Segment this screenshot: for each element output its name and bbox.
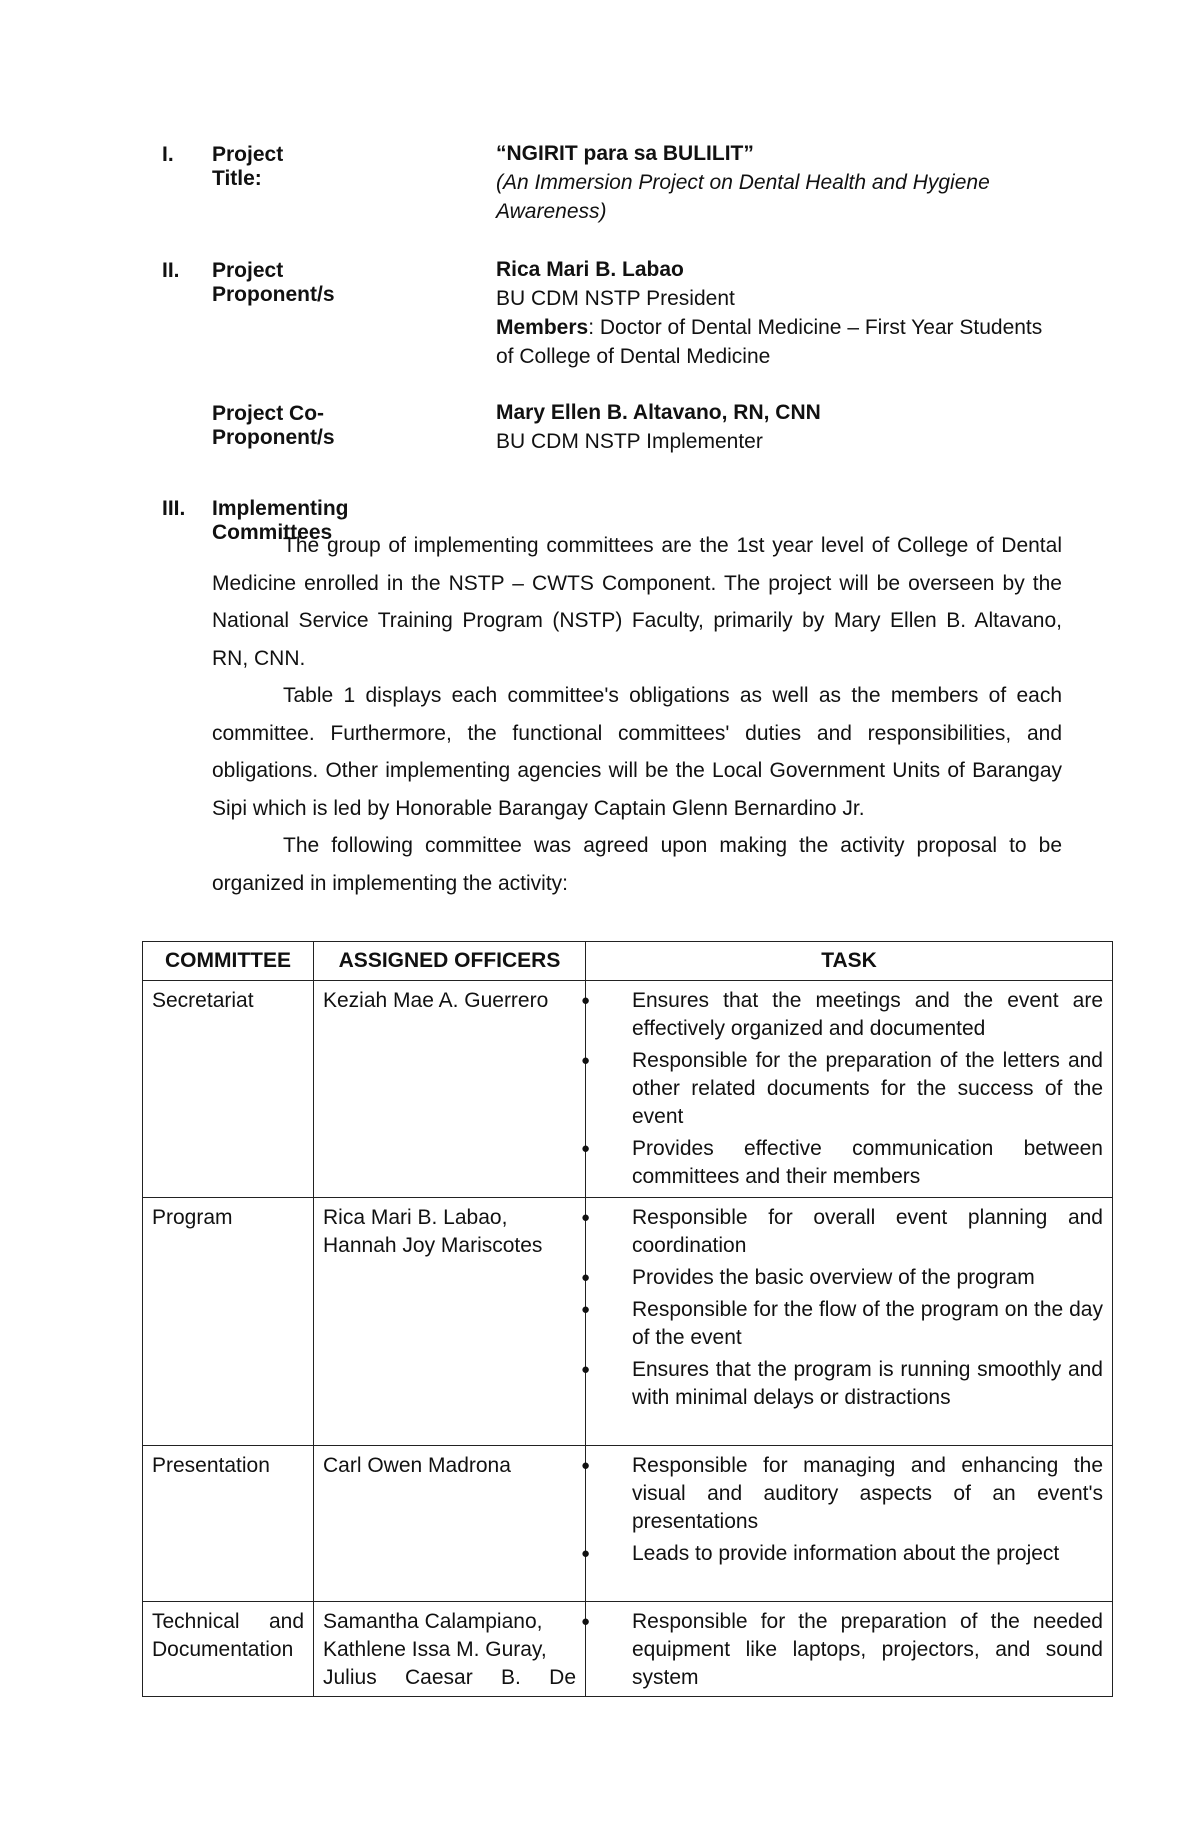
project-title: “NGIRIT para sa BULILIT” <box>496 142 754 165</box>
committee-cell: Secretariat <box>143 981 314 1198</box>
section-body <box>212 527 1062 902</box>
task-list <box>581 1452 1103 1568</box>
table-header-row <box>143 942 1113 981</box>
task-list <box>581 1204 1103 1412</box>
table-row <box>143 1198 1113 1446</box>
officer-line: Samantha Calampiano, <box>323 1610 543 1633</box>
officer-line: Julius Caesar B. De <box>323 1666 576 1689</box>
table-row <box>143 1602 1113 1697</box>
task-text: Leads to provide information about the project <box>632 1542 1060 1565</box>
officers-cell <box>314 1198 586 1446</box>
header-task: TASK <box>586 942 1113 981</box>
task-text: Responsible for the preparation of the needed equipment like laptops, projectors, and sound system <box>632 1610 1103 1689</box>
tasks-cell <box>581 1602 1113 1697</box>
co-proponent-details <box>496 398 1062 456</box>
officer-line: Kathlene Issa M. Guray, <box>323 1638 547 1661</box>
task-item <box>581 1296 1103 1352</box>
task-list <box>581 1608 1103 1692</box>
task-item <box>581 1264 1103 1292</box>
members-text-cont: of College of Dental Medicine <box>496 345 771 368</box>
officers-cell <box>314 981 586 1198</box>
committee-cell: Program <box>143 1198 314 1446</box>
section-label: Project Proponent/s <box>212 259 335 306</box>
body-paragraph: Table 1 displays each committee's obligations as well as the members of each committee. Furthermore, the functional committees' duties and responsibilities, and obligations. Other implementing agencies will be the Local Government Units of Barangay Sipi which is led by Honorable Barangay Captain Glenn Bernardino Jr. <box>212 684 1062 820</box>
officers-cell <box>314 1446 586 1602</box>
bullet-icon: ● <box>581 1301 591 1318</box>
bullet-icon: ● <box>581 1269 591 1286</box>
co-proponent-label: Project Co-Proponent/s <box>212 402 335 449</box>
task-text: Provides the basic overview of the program <box>632 1266 1035 1289</box>
table-row <box>143 981 1113 1198</box>
bullet-icon: ● <box>581 1545 591 1562</box>
body-paragraph: The group of implementing committees are the 1st year level of College of Dental Medicine enrolled in the NSTP – CWTS Component. The project will be overseen by the National Service Training Program (NSTP) Faculty, primarily by Mary Ellen B. Altavano, RN, CNN. <box>212 534 1062 670</box>
bullet-icon: ● <box>581 992 591 1009</box>
members-text: : Doctor of Dental Medicine – First Year Students <box>588 316 1043 339</box>
proponent-name: Rica Mari B. Labao <box>496 258 684 281</box>
proponent-role: BU CDM NSTP President <box>496 287 735 310</box>
bullet-icon: ● <box>581 1361 591 1378</box>
section-label: Project Title: <box>212 143 284 190</box>
task-item <box>581 987 1103 1043</box>
task-item <box>581 1608 1103 1692</box>
co-proponent-role: BU CDM NSTP Implementer <box>496 430 763 453</box>
task-text: Responsible for the preparation of the letters and other related documents for the success of the event <box>632 1049 1103 1128</box>
bullet-icon: ● <box>581 1140 591 1157</box>
section-label: Implementing Committees <box>212 497 349 544</box>
task-text: Ensures that the program is running smoothly and with minimal delays or distractions <box>632 1358 1103 1409</box>
proponent-details <box>496 255 1062 371</box>
bullet-icon: ● <box>581 1457 591 1474</box>
tasks-cell <box>581 1446 1113 1602</box>
bullet-icon: ● <box>581 1613 591 1630</box>
officers-cell <box>314 1602 586 1697</box>
task-item <box>581 1452 1103 1536</box>
project-subtitle-line: Awareness) <box>496 200 607 223</box>
bullet-icon: ● <box>581 1209 591 1226</box>
task-text: Responsible for the flow of the program on the day of the event <box>632 1298 1103 1349</box>
task-text: Responsible for overall event planning and coordination <box>632 1206 1103 1257</box>
bullet-icon: ● <box>581 1052 591 1069</box>
section-number: II. <box>162 259 180 282</box>
members-line <box>496 313 1062 342</box>
members-label: Members <box>496 316 589 339</box>
section-number: III. <box>162 497 186 520</box>
committee-cell: Technical and Documentation <box>143 1602 314 1697</box>
officer-line: Carl Owen Madrona <box>323 1454 511 1477</box>
task-item <box>581 1204 1103 1260</box>
header-committee: COMMITTEE <box>143 942 314 981</box>
co-proponent-name: Mary Ellen B. Altavano, RN, CNN <box>496 401 821 424</box>
section-number: I. <box>162 143 174 166</box>
task-item <box>581 1135 1103 1191</box>
task-item <box>581 1356 1103 1412</box>
committee-cell: Presentation <box>143 1446 314 1602</box>
header-assigned-officers: ASSIGNED OFFICERS <box>314 942 586 981</box>
tasks-cell <box>581 981 1113 1198</box>
project-title-value <box>496 139 1062 226</box>
officer-line: Rica Mari B. Labao, <box>323 1206 508 1229</box>
task-item <box>581 1540 1103 1568</box>
committee-table <box>142 941 1113 1697</box>
tasks-cell <box>581 1198 1113 1446</box>
task-list <box>581 987 1103 1191</box>
table-row <box>143 1446 1113 1602</box>
task-item <box>581 1047 1103 1131</box>
officer-line: Hannah Joy Mariscotes <box>323 1234 543 1257</box>
task-text: Responsible for managing and enhancing the visual and auditory aspects of an event's presentations <box>632 1454 1103 1533</box>
task-text: Provides effective communication between committees and their members <box>632 1137 1103 1188</box>
task-text: Ensures that the meetings and the event are effectively organized and documented <box>632 989 1103 1040</box>
body-paragraph: The following committee was agreed upon making the activity proposal to be organized in implementing the activity: <box>212 834 1062 895</box>
project-subtitle-line: (An Immersion Project on Dental Health and Hygiene <box>496 171 990 194</box>
officer-line: Keziah Mae A. Guerrero <box>323 989 549 1012</box>
